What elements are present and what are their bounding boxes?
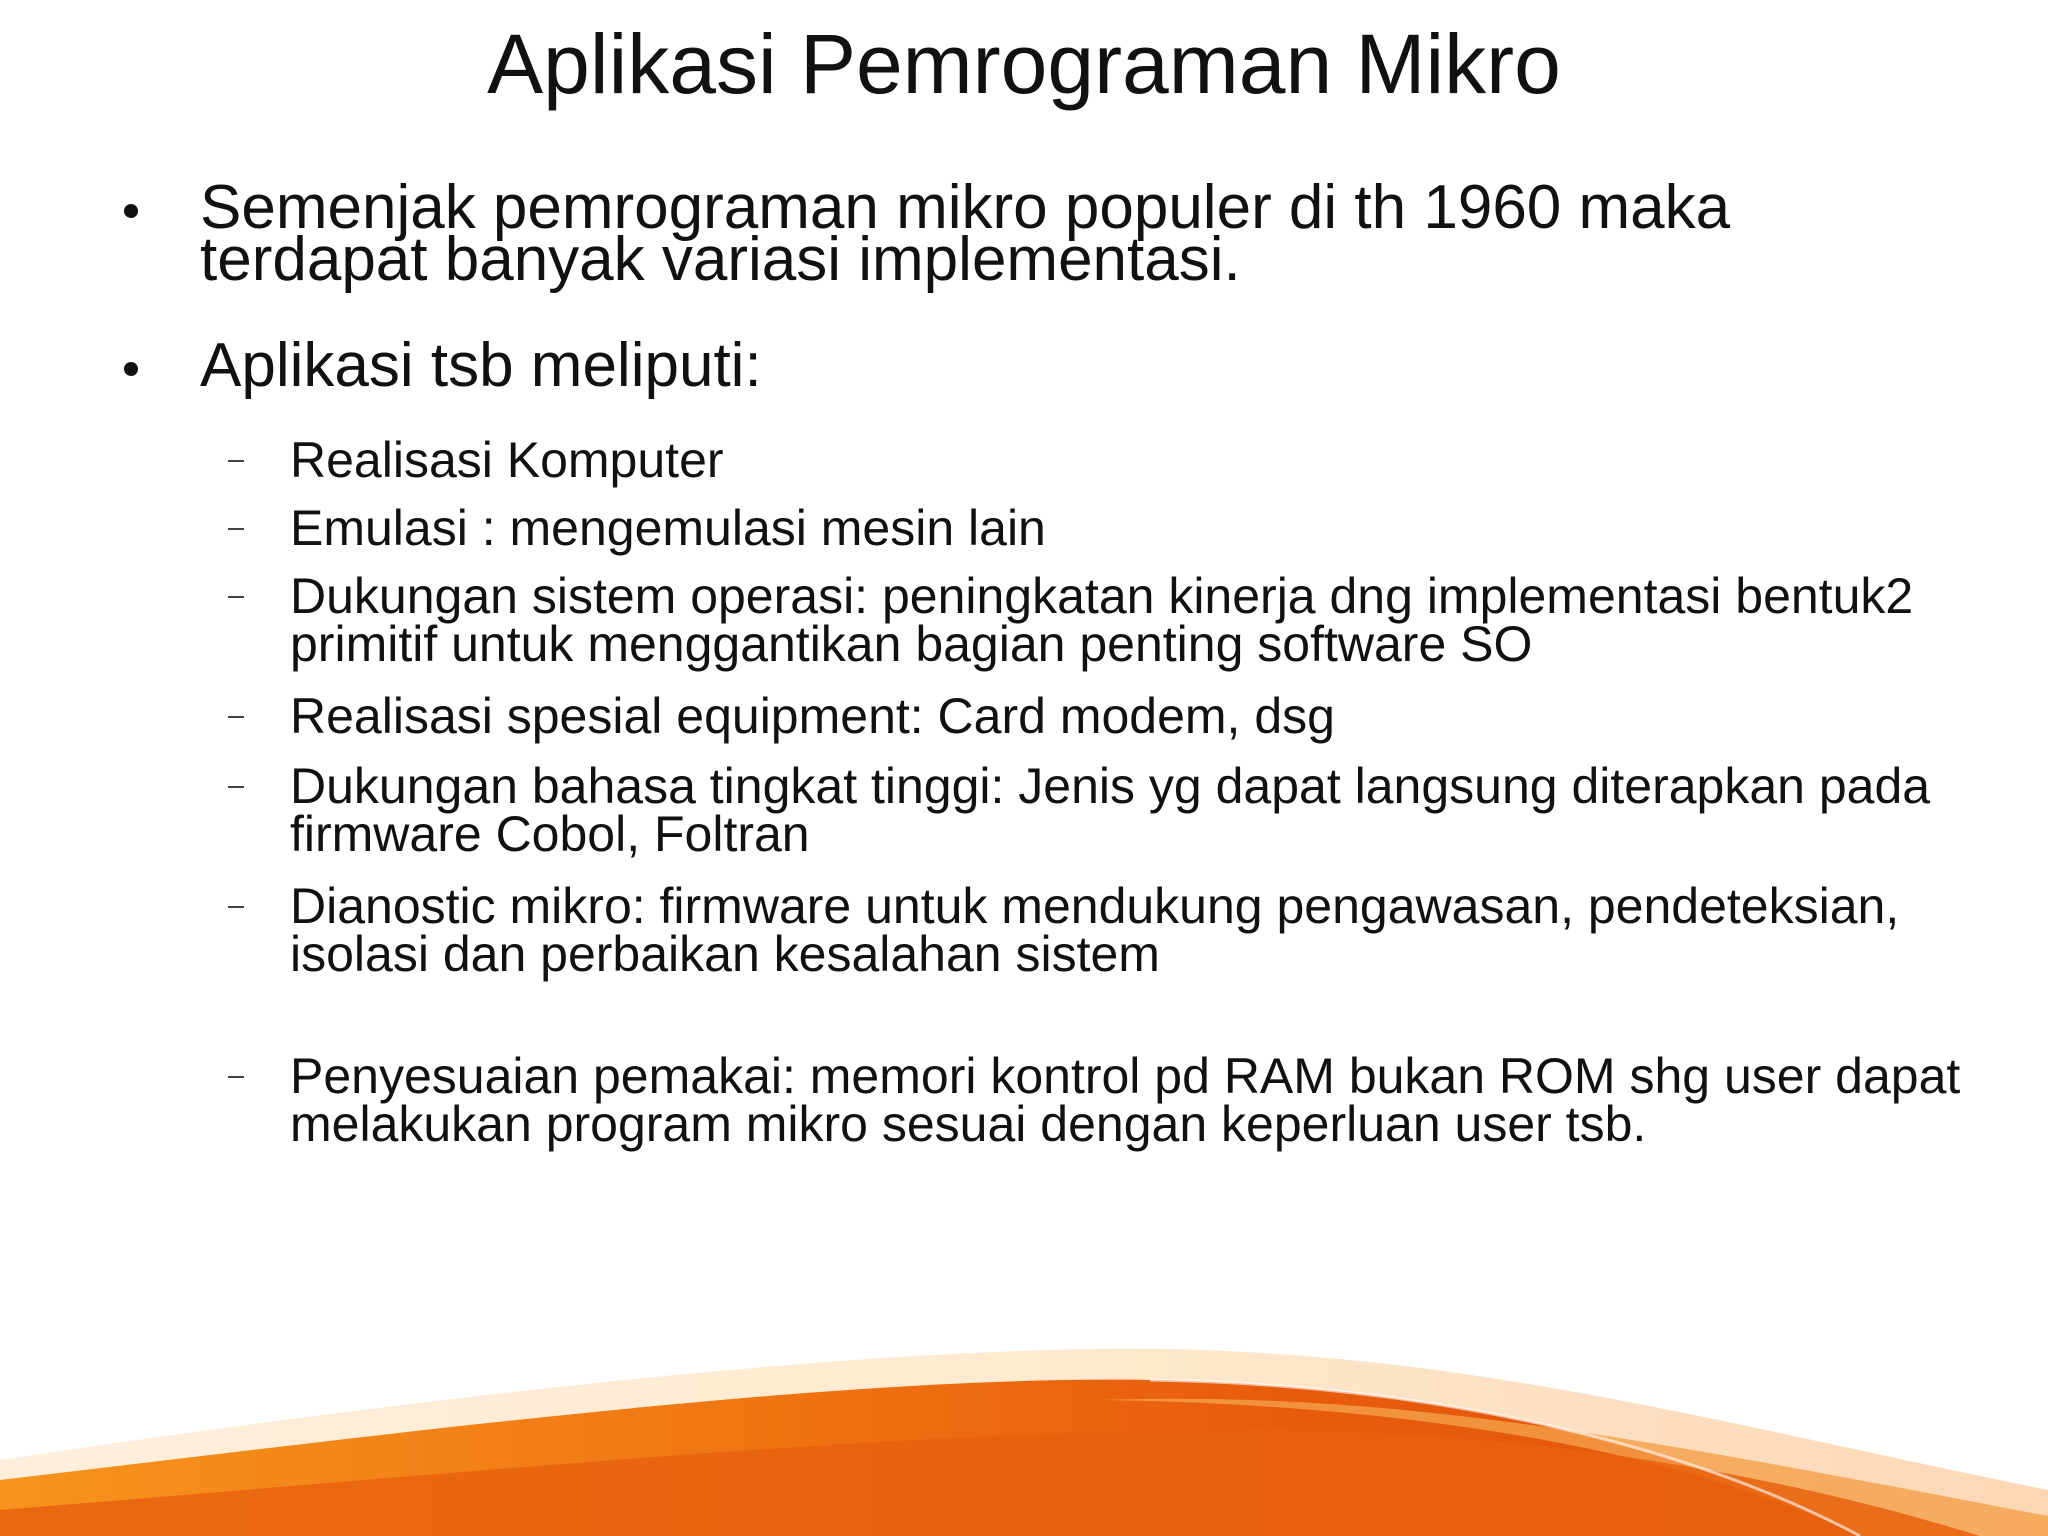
sub-item bbox=[290, 758, 1990, 862]
bullet-item bbox=[200, 173, 1920, 294]
dash-icon bbox=[228, 906, 244, 908]
sub-item bbox=[290, 568, 1990, 672]
sub-item bbox=[290, 1048, 1990, 1152]
sub-item bbox=[290, 500, 1990, 556]
bullet-dot-icon bbox=[124, 362, 138, 376]
sub-item-text: Dukungan bahasa tingkat tinggi: Jenis yg dapat langsung diterapkan pada firmware Cobol, Foltran bbox=[290, 758, 1931, 862]
sub-item bbox=[290, 432, 1990, 488]
dash-icon bbox=[228, 596, 244, 598]
dash-icon bbox=[228, 1076, 244, 1078]
sub-item-text: Penyesuaian pemakai: memori kontrol pd RAM bukan ROM shg user dapat melakukan program mikro sesuai dengan keperluan user tsb. bbox=[290, 1048, 1961, 1152]
dash-icon bbox=[228, 786, 244, 788]
slide-title: Aplikasi Pemrograman Mikro bbox=[487, 17, 1561, 111]
dash-icon bbox=[228, 528, 244, 530]
sub-item bbox=[290, 878, 1990, 982]
orange-wave-decoration bbox=[0, 1280, 2048, 1536]
bullet-text: Aplikasi tsb meliputi: bbox=[200, 331, 762, 400]
sub-item-text: Emulasi : mengemulasi mesin lain bbox=[290, 500, 1046, 556]
bullet-dot-icon bbox=[124, 204, 138, 218]
bullet-item bbox=[200, 331, 1920, 400]
sub-item-text: Realisasi spesial equipment: Card modem, dsg bbox=[290, 688, 1335, 744]
sub-item-text: Realisasi Komputer bbox=[290, 432, 724, 488]
bullet-text: Semenjak pemrograman mikro populer di th 1960 maka terdapat banyak variasi implementasi. bbox=[200, 173, 1731, 294]
dash-icon bbox=[228, 716, 244, 718]
sub-item bbox=[290, 688, 1990, 744]
sub-item-text: Dianostic mikro: firmware untuk mendukung pengawasan, pendeteksian, isolasi dan perbaikan kesalahan sistem bbox=[290, 878, 1900, 982]
dash-icon bbox=[228, 460, 244, 462]
sub-item-text: Dukungan sistem operasi: peningkatan kinerja dng implementasi bentuk2 primitif untuk menggantikan bagian penting software SO bbox=[290, 568, 1914, 672]
